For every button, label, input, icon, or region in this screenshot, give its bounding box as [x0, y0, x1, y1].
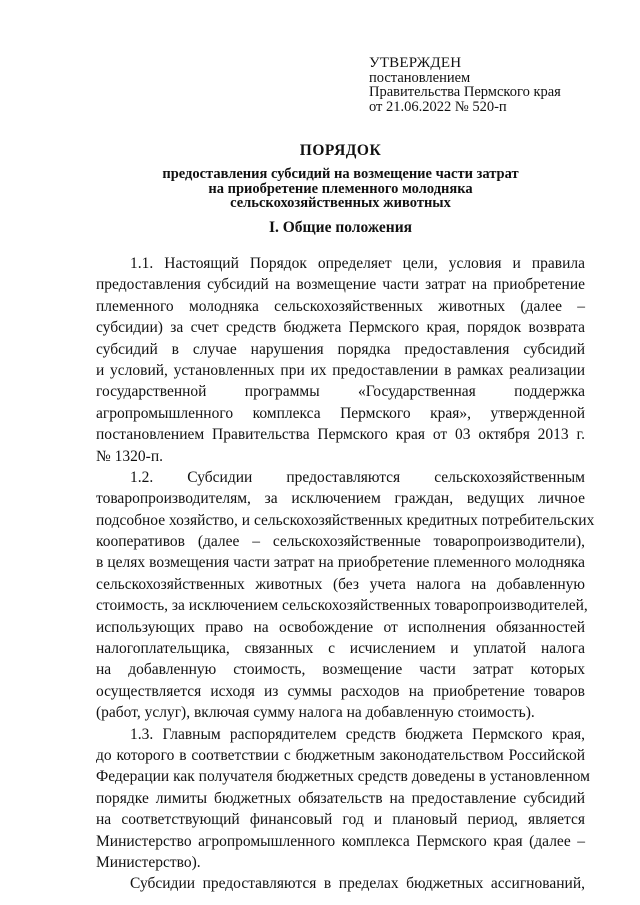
paragraph-line: агропромышленного комплекса Пермского края», утвержденной	[96, 404, 585, 422]
approval-line: постановлением	[369, 69, 471, 86]
paragraph-line: Министерство агропромышленного комплекса Пермского края (далее –	[96, 832, 585, 850]
paragraph-line: племенного молодняка сельскохозяйственных животных (далее –	[96, 297, 585, 315]
paragraph-line: осуществляется исходя из суммы расходов на приобретение товаров	[96, 682, 585, 700]
approval-heading: УТВЕРЖДЕН	[369, 55, 462, 71]
paragraph-line: до которого в соответствии с бюджетным законодательством Российской	[96, 746, 585, 764]
paragraph-line: в целях возмещения части затрат на приобретение племенного молодняка	[96, 554, 585, 572]
paragraph-line: порядке лимиты бюджетных обязательств на предоставление субсидий	[96, 789, 585, 807]
approval-line: Правительства Пермского края	[369, 84, 561, 100]
paragraph-line: налогоплательщика, связанных с исчислением и уплатой налога	[96, 640, 585, 658]
paragraph-line: 1.1. Настоящий Порядок определяет цели, условия и правила	[130, 255, 585, 272]
title-subline: сельскохозяйственных животных	[230, 195, 451, 211]
paragraph-line: на добавленную стоимость, возмещение части затрат которых	[96, 661, 585, 679]
paragraph-line: Субсидии предоставляются в пределах бюджетных ассигнований,	[130, 875, 585, 893]
document-body	[96, 253, 595, 895]
paragraph-line: субсидии) за счет средств бюджета Пермского края, порядок возврата	[96, 319, 585, 337]
paragraph-line: предоставления субсидий на возмещение части затрат на приобретение	[96, 276, 585, 294]
document-title	[96, 141, 585, 211]
title-main: ПОРЯДОК	[299, 142, 382, 159]
paragraph-line: подсобное хозяйство, и сельскохозяйственных кредитных потребительских	[96, 511, 595, 529]
paragraph-line: кооперативов (далее – сельскохозяйственные товаропроизводители),	[96, 533, 585, 551]
paragraph-line: товаропроизводителям, за исключением граждан, ведущих личное	[96, 490, 585, 508]
paragraph-line: использующих право на освобождение от исполнения обязанностей	[96, 618, 585, 636]
paragraph-line: 1.3. Главным распорядителем средств бюджета Пермского края,	[130, 725, 585, 743]
section-heading: I. Общие положения	[268, 219, 413, 236]
paragraph-line: № 1320-п.	[96, 447, 163, 465]
paragraph-line: Министерство).	[96, 853, 201, 871]
paragraph-line: 1.2. Субсидии предоставляются сельскохозяйственным	[130, 468, 585, 486]
paragraph-line: на соответствующий финансовый год и плановый период, является	[96, 811, 585, 829]
paragraph-line: сельскохозяйственных животных (без учета налога на добавленную	[96, 575, 585, 593]
paragraph-line: стоимость, за исключением сельскохозяйственных товаропроизводителей,	[96, 597, 588, 615]
paragraph-line: Федерации как получателя бюджетных средств доведены в установленном	[96, 768, 590, 786]
paragraph-line: (работ, услуг), включая сумму налога на добавленную стоимость).	[96, 704, 535, 722]
paragraph-line: государственной программы «Государственная поддержка	[96, 383, 585, 401]
paragraph-line: постановлением Правительства Пермского края от 03 октября 2013 г.	[96, 426, 585, 444]
approval-line: от 21.06.2022 № 520-п	[369, 98, 507, 115]
paragraph-line: и условий, установленных при их предоставлении в рамках реализации	[96, 361, 585, 379]
approval-stamp	[369, 56, 619, 114]
title-subline: на приобретение племенного молодняка	[208, 180, 473, 197]
paragraph-line: субсидий в случае нарушения порядка предоставления субсидий	[96, 340, 585, 358]
title-subline: предоставления субсидий на возмещение части затрат	[162, 166, 519, 182]
